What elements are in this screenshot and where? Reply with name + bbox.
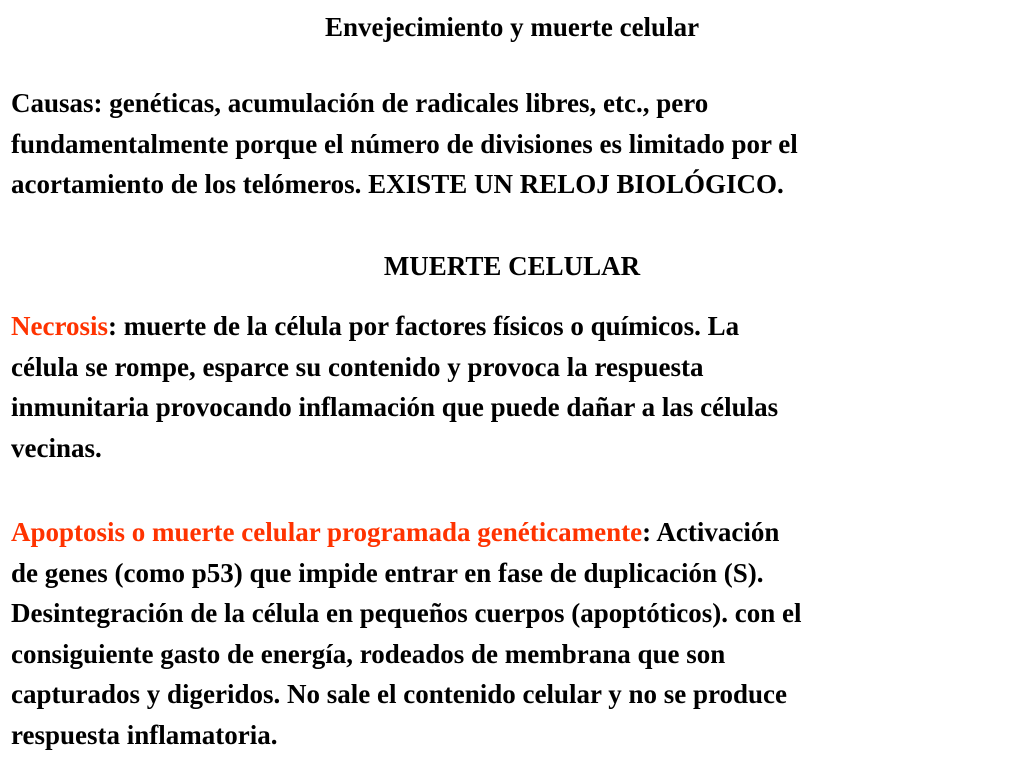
necrosis-line-4: vecinas. [11, 432, 102, 463]
causas-line-3: acortamiento de los telómeros. EXISTE UN RELOJ BIOLÓGICO. [11, 169, 784, 199]
causas-line-2: fundamentalmente porque el número de divisiones es limitado por el [11, 128, 798, 159]
apoptosis-line-1 [11, 512, 1015, 553]
necrosis-definition-start: : muerte de la célula por factores físicos o químicos. La [107, 311, 740, 341]
apoptosis-line-3: Desintegración de la célula en pequeños cuerpos (apoptóticos). con el [11, 598, 802, 628]
slide-title: Envejecimiento y muerte celular [324, 12, 700, 42]
causas-line-1: Causas: genéticas, acumulación de radicales libres, etc., pero [11, 88, 709, 118]
apoptosis-line-2: de genes (como p53) que impide entrar en fase de duplicación (S). [11, 557, 764, 588]
apoptosis-line-4: consiguiente gasto de energía, rodeados de membrana que son [11, 638, 726, 669]
necrosis-line-1 [11, 306, 1015, 347]
necrosis-line-2: célula se rompe, esparce su contenido y provoca la respuesta [11, 351, 704, 382]
necrosis-line-3: inmunitaria provocando inflamación que puede dañar a las células [11, 392, 779, 422]
apoptosis-paragraph [11, 512, 1015, 755]
apoptosis-definition-start: : Activación [642, 517, 780, 547]
necrosis-paragraph [11, 306, 1015, 468]
apoptosis-term: Apoptosis o muerte celular programada genéticamente [11, 517, 643, 547]
causas-paragraph [11, 83, 1015, 205]
necrosis-term: Necrosis [11, 311, 108, 341]
section-heading: MUERTE CELULAR [383, 251, 641, 281]
apoptosis-line-5: capturados y digeridos. No sale el contenido celular y no se produce [11, 679, 788, 709]
apoptosis-line-6: respuesta inflamatoria. [11, 719, 278, 750]
